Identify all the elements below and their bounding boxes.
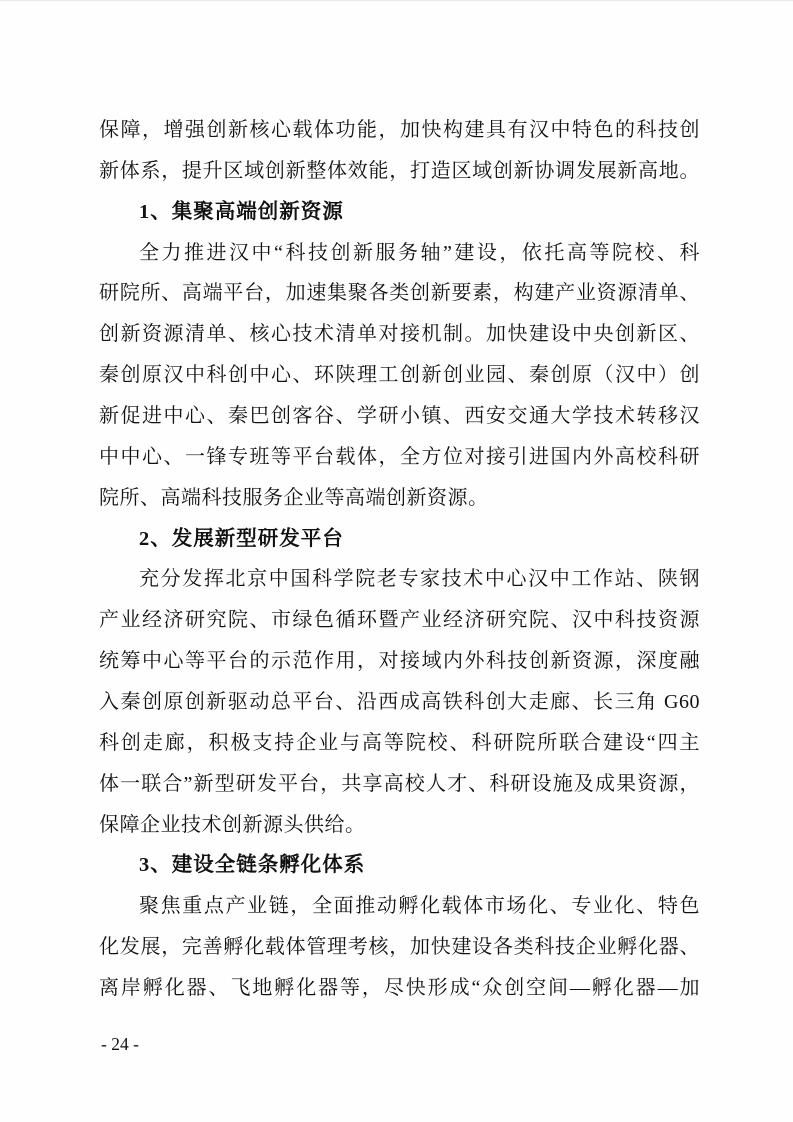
- text-line: 保障，增强创新核心载体功能，加快构建具有汉中特色的科技创: [99, 119, 700, 141]
- text-line: 创新资源清单、核心技术清单对接机制。加快建设中央创新区、: [99, 323, 700, 346]
- text-line: 统筹中心等平台的示范作用，对接域内外科技创新资源，深度融: [99, 650, 700, 673]
- text-line: 院所、高端科技服务企业等高端创新资源。: [99, 486, 489, 509]
- text-line: 全力推进汉中“科技创新服务轴”建设，依托高等院校、科: [139, 241, 700, 264]
- text-line: 产业经济研究院、市绿色循环暨产业经济研究院、汉中科技资源: [99, 609, 700, 632]
- text-line: 聚焦重点产业链，全面推动孵化载体市场化、专业化、特色: [139, 895, 700, 918]
- text-line: 中中心、一锋专班等平台载体，全方位对接引进国内外高校科研: [99, 445, 700, 468]
- text-line: 新促进中心、秦巴创客谷、学研小镇、西安交通大学技术转移汉: [99, 405, 700, 428]
- section-heading: 1、集聚高端创新资源: [139, 200, 344, 223]
- text-line: 离岸孵化器、飞地孵化器等，尽快形成“众创空间—孵化器—加: [99, 977, 700, 1000]
- text-line: 入秦创原创新驱动总平台、沿西成高铁科创大走廊、长三角 G60: [99, 691, 700, 714]
- text-line: 秦创原汉中科创中心、环陕理工创新创业园、秦创原（汉中）创: [99, 364, 700, 387]
- text-line: 新体系，提升区域创新整体效能，打造区域创新协调发展新高地。: [99, 159, 700, 182]
- document-body: [99, 110, 700, 1009]
- text-line: 化发展，完善孵化载体管理考核，加快建设各类科技企业孵化器、: [99, 936, 700, 959]
- section-heading: 2、发展新型研发平台: [139, 527, 344, 550]
- section-heading: 3、建设全链条孵化体系: [139, 854, 366, 877]
- text-line: 体一联合”新型研发平台，共享高校人才、科研设施及成果资源，: [99, 772, 700, 795]
- text-line: 科创走廊，积极支持企业与高等院校、科研院所联合建设“四主: [99, 731, 700, 754]
- text-line: 研院所、高端平台，加速集聚各类创新要素，构建产业资源清单、: [99, 282, 700, 305]
- text-line: 充分发挥北京中国科学院老专家技术中心汉中工作站、陕钢: [139, 568, 700, 591]
- page-number: - 24 -: [101, 1034, 139, 1054]
- text-line: 保障企业技术创新源头供给。: [99, 813, 366, 836]
